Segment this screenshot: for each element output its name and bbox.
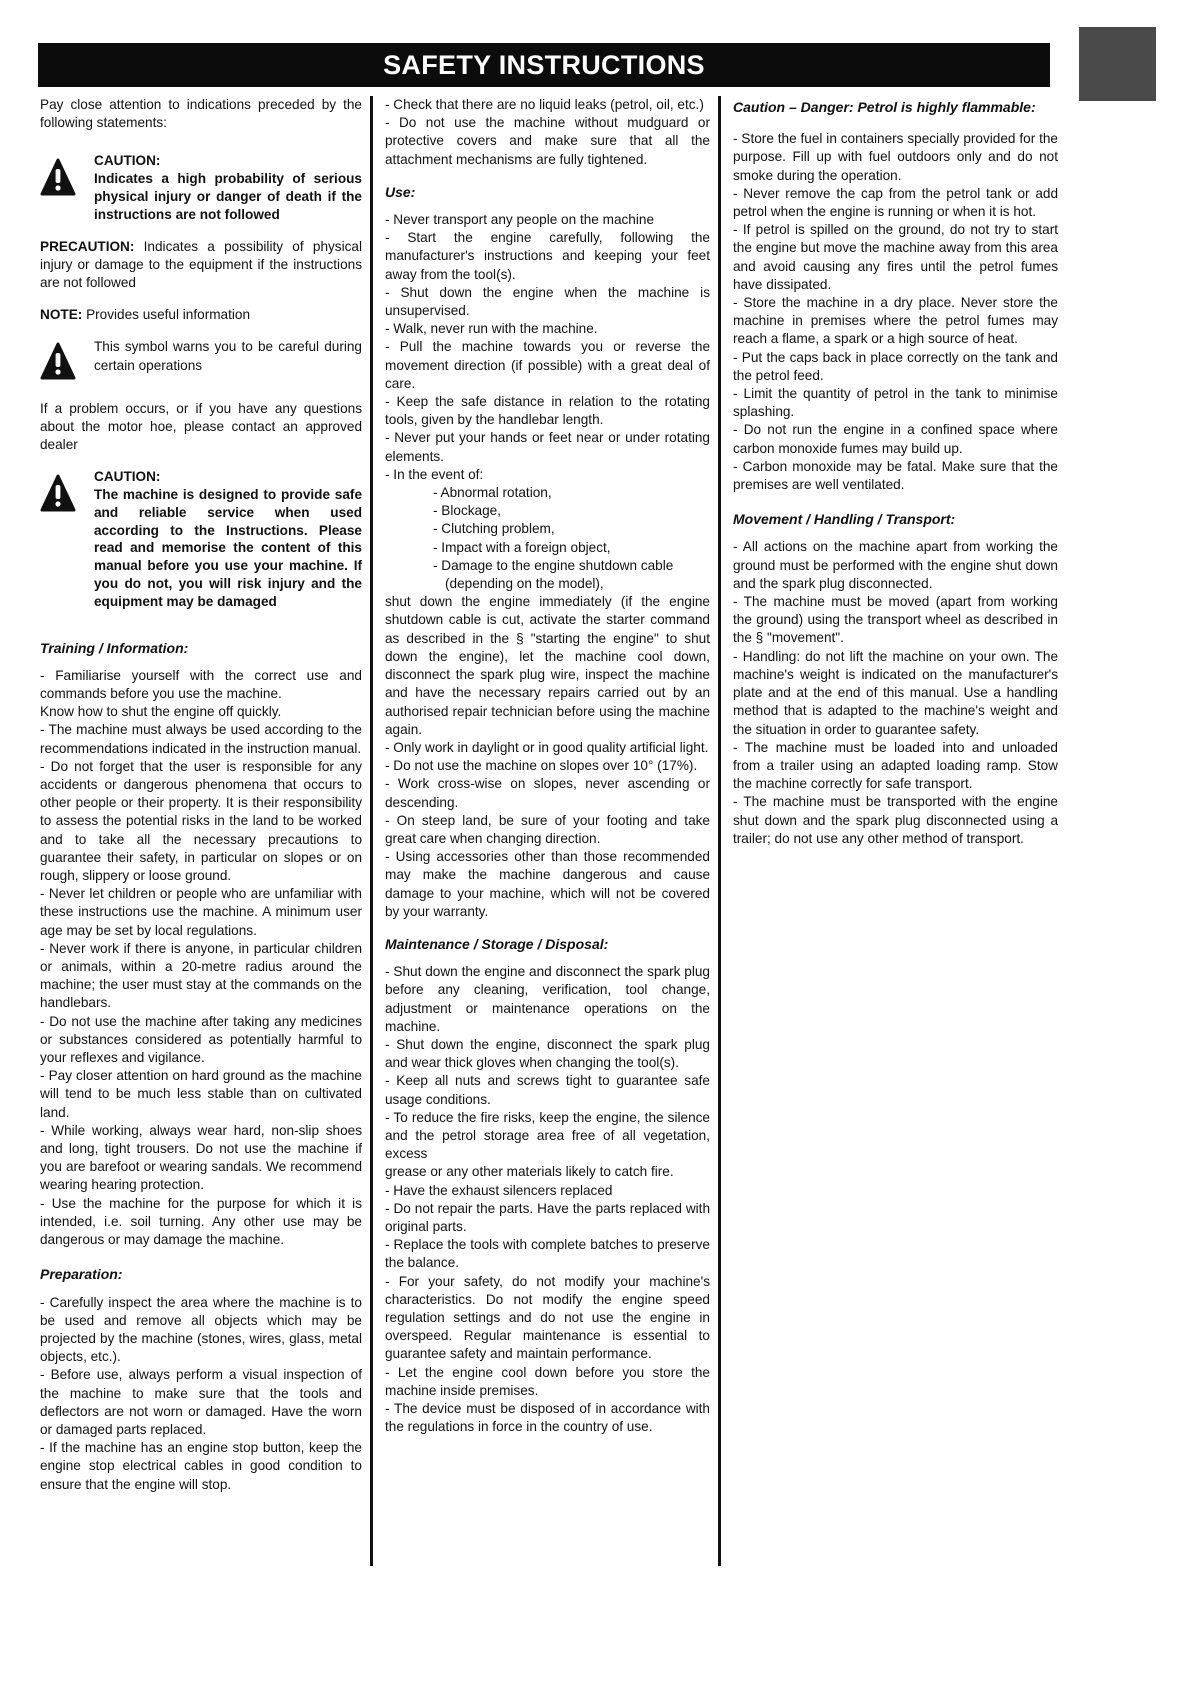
paragraph: - Pull the machine towards you or reverse the movement direction (if possible) with a great deal of care.	[385, 339, 710, 391]
paragraph: - Put the caps back in place correctly on the tank and the petrol feed.	[733, 349, 1058, 383]
paragraph: - Walk, never run with the machine.	[385, 321, 598, 337]
section-heading-use: Use:	[385, 183, 416, 200]
section-heading-training: Training / Information:	[40, 639, 189, 656]
section-heading-preparation: Preparation:	[40, 1266, 123, 1283]
paragraph: - Work cross-wise on slopes, never ascending or descending.	[385, 776, 710, 810]
precaution-para	[40, 238, 362, 293]
paragraph: - In the event of:	[385, 466, 484, 482]
paragraph: - Never put your hands or feet near or under rotating elements.	[385, 430, 710, 464]
paragraph: - To reduce the fire risks, keep the engine, the silence and the petrol storage area free of all vegetation, excess	[385, 1109, 710, 1162]
paragraph: - Never transport any people on the machine	[385, 212, 655, 228]
paragraph: - Have the exhaust silencers replaced	[385, 1182, 613, 1198]
paragraph: - Never work if there is anyone, in particular children or animals, within a 20-metre radius around the machine; the user must stay at the commands on the handlebars.	[40, 940, 362, 1011]
paragraph: - The machine must be transported with the engine shut down and the spark plug disconnected using a trailer; do not use any other method of transport.	[733, 794, 1058, 846]
section-heading-movement: Movement / Handling / Transport:	[733, 511, 956, 528]
section-heading-danger: Caution – Danger: Petrol is highly flammable:	[733, 99, 1036, 115]
paragraph: - Store the machine in a dry place. Never store the machine in premises where the petrol fumes may reach a flame, a spark or a high source of heat.	[733, 295, 1058, 347]
symbol-text: This symbol warns you to be careful during certain operations	[94, 339, 362, 373]
paragraph: - Carefully inspect the area where the machine is to be used and remove all objects which may be projected by the machine (stones, wires, glass, metal objects, etc.).	[40, 1294, 362, 1365]
paragraph: - The machine must be loaded into and unloaded from a trailer using an adapted loading ramp. Stow the machine correctly for safe transport.	[733, 739, 1058, 792]
list-item: - Abnormal rotation,	[433, 485, 552, 501]
paragraph: - Keep the safe distance in relation to the rotating tools, given by the handlebar length.	[385, 394, 710, 428]
paragraph: - The machine must always be used according to the recommendations indicated in the instruction manual.	[40, 722, 362, 756]
paragraph: - If the machine has an engine stop button, keep the engine stop electrical cables in good condition to ensure that the engine will stop.	[40, 1440, 362, 1492]
paragraph: - Shut down the engine when the machine is unsupervised.	[385, 284, 710, 319]
list-item: (depending on the model),	[445, 576, 604, 592]
list-item: - Impact with a foreign object,	[433, 539, 611, 555]
paragraph: Know how to shut the engine off quickly.	[40, 704, 282, 720]
paragraph: - Let the engine cool down before you store the machine inside premises.	[385, 1364, 710, 1398]
page-title: SAFETY INSTRUCTIONS	[38, 43, 1050, 87]
paragraph: - Start the engine carefully, following the manufacturer's instructions and keeping your feet away from the tool(s).	[385, 230, 710, 282]
note-para	[40, 306, 362, 324]
paragraph: - Carbon monoxide may be fatal. Make sure that the premises are well ventilated.	[733, 458, 1058, 493]
problem-text: If a problem occurs, or if you have any questions about the motor hoe, please contact an approved dealer	[40, 400, 362, 453]
paragraph: - Store the fuel in containers specially provided for the purpose. Fill up with fuel outdoors only and do not smoke during the operation.	[733, 131, 1058, 183]
paragraph: - The machine must be moved (apart from working the ground) using the transport wheel as described in the § "movement".	[733, 594, 1058, 646]
note-label: NOTE:	[40, 307, 83, 323]
paragraph: - Check that there are no liquid leaks (petrol, oil, etc.)	[385, 97, 704, 112]
paragraph: - Do not forget that the user is responsible for any accidents or dangerous phenomena that occurs to other people or their property. It is their responsibility to assess the potential risks in the land to be worked and to take all the necessary precautions to guarantee their safety, in particular on slopes or on rough, slippery or loose ground.	[40, 758, 362, 884]
paragraph: - Never let children or people who are unfamiliar with these instructions use the machine. A minimum user age may be set by local regulations.	[40, 886, 362, 938]
caution-text: Indicates a high probability of serious physical injury or danger of death if the instructions are not followed	[94, 171, 362, 222]
note-text: Provides useful information	[82, 307, 251, 323]
paragraph: - Use the machine for the purpose for which it is intended, i.e. soil turning. Any other use may be dangerous or may damage the machine.	[40, 1195, 362, 1248]
paragraph: - Only work in daylight or in good quality artificial light.	[385, 739, 709, 755]
paragraph: - Pay closer attention on hard ground as the machine will tend to be much less stable than on cultivated land.	[40, 1068, 362, 1120]
list-item: - Damage to the engine shutdown cable	[433, 557, 674, 573]
paragraph: - Limit the quantity of petrol in the tank to minimise splashing.	[733, 386, 1058, 420]
intro-text: Pay close attention to indications preceded by the following statements:	[40, 97, 362, 131]
warning-icon	[40, 474, 84, 517]
paragraph: - Before use, always perform a visual inspection of the machine to make sure that the tools and deflectors are not worn or damaged. Have the worn or damaged parts replaced.	[40, 1367, 362, 1437]
paragraph: - For your safety, do not modify your machine's characteristics. Do not modify the engine speed regulation settings and do not use the engine in overspeed. Regular maintenance is essential to guarantee safety and maintain performance.	[385, 1273, 710, 1362]
section-heading-maintenance: Maintenance / Storage / Disposal:	[385, 935, 609, 952]
paragraph: - Do not use the machine after taking any medicines or substances considered as potentially harmful to your reflexes and vigilance.	[40, 1013, 362, 1066]
paragraph: - Do not repair the parts. Have the parts replaced with original parts.	[385, 1200, 710, 1234]
paragraph: - All actions on the machine apart from working the ground must be performed with the engine shut down and the spark plug disconnected.	[733, 539, 1058, 591]
paragraph: - While working, always wear hard, non-slip shoes and long, tight trousers. Do not use the machine if you are barefoot or wearing sandals. We recommend wearing hearing protection.	[40, 1122, 362, 1193]
caution-text: The machine is designed to provide safe and reliable service when used according to the Instructions. Please read and memorise the content of this manual before you use your machine. If you do not, you will risk injury and the equipment may be damaged	[94, 487, 362, 609]
caution-title: CAUTION:	[94, 469, 161, 485]
precaution-label: PRECAUTION:	[40, 238, 135, 254]
warning-icon	[40, 342, 84, 385]
paragraph: - Shut down the engine and disconnect the spark plug before any cleaning, verification, tool change, adjustment or maintenance operations on the machine.	[385, 964, 710, 1034]
paragraph: - Do not use the machine without mudguard or protective covers and make sure that all the attachment mechanisms are fully tightened.	[385, 115, 710, 167]
paragraph: - Handling: do not lift the machine on your own. The machine's weight is indicated on the manufacturer's plate and at the end of this manual. Use a handling method that is adapted to the machine's weight and the situation in order to guarantee safety.	[733, 648, 1058, 737]
column-3	[733, 96, 1058, 848]
caution-title: CAUTION:	[94, 153, 161, 169]
column-divider	[718, 96, 721, 1566]
paragraph: - Familiarise yourself with the correct use and commands before you use the machine.	[40, 667, 362, 701]
paragraph: - Do not use the machine on slopes over 10° (17%).	[385, 758, 698, 774]
paragraph: - If petrol is spilled on the ground, do not try to start the engine but move the machine away from this area and avoid causing any fires until the petrol fumes have dissipated.	[733, 222, 1058, 292]
paragraph: - Shut down the engine, disconnect the spark plug and wear thick gloves when changing the tool(s).	[385, 1036, 710, 1071]
paragraph: - On steep land, be sure of your footing and take great care when changing direction.	[385, 812, 710, 846]
paragraph: grease or any other materials likely to catch fire.	[385, 1164, 674, 1180]
paragraph: - Keep all nuts and screws tight to guarantee safe usage conditions.	[385, 1073, 710, 1107]
caution-block-1	[40, 152, 362, 223]
warning-icon	[40, 158, 84, 201]
paragraph: - Do not run the engine in a confined space where carbon monoxide fumes may build up.	[733, 422, 1058, 456]
paragraph: - The device must be disposed of in accordance with the regulations in force in the country of use.	[385, 1401, 710, 1435]
section-tab	[1079, 27, 1156, 101]
list-item: - Blockage,	[433, 503, 502, 519]
paragraph: - Never remove the cap from the petrol tank or add petrol when the engine is running or when it is hot.	[733, 185, 1058, 220]
paragraph: shut down the engine immediately (if the engine shutdown cable is cut, activate the starter command as described in the § "starting the engine" to shut down the engine), let the machine cool down, disconnect the spark plug wire, inspect the machine and have the necessary repairs carried out by an authorised repair technician before using the machine again.	[385, 594, 710, 737]
column-1	[40, 96, 362, 1494]
list-item: - Clutching problem,	[433, 521, 555, 537]
paragraph: - Using accessories other than those recommended may make the machine dangerous and cause damage to your machine, which will not be covered by your warranty.	[385, 849, 710, 919]
paragraph: - Replace the tools with complete batches to preserve the balance.	[385, 1237, 710, 1271]
caution-block-2	[40, 468, 362, 610]
column-2	[385, 96, 710, 1436]
precaution-text: Indicates a possibility of physical injury or damage to the equipment if the instructions are not followed	[40, 238, 362, 290]
column-divider	[370, 96, 373, 1566]
symbol-block	[40, 338, 362, 385]
